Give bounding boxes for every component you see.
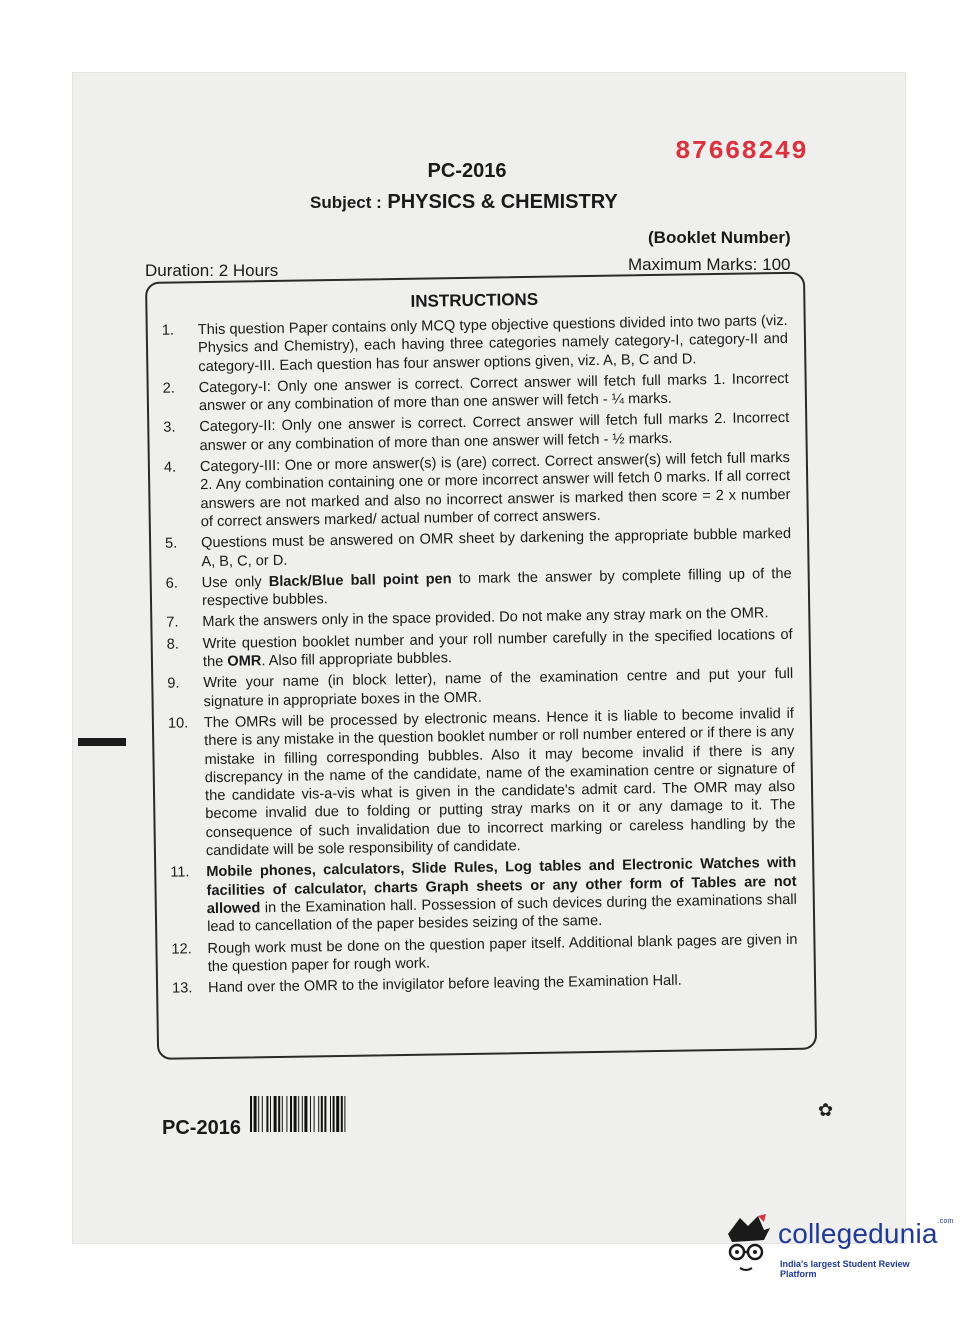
maximum-marks: Maximum Marks: 100	[628, 255, 791, 274]
instruction-item: 3. Category-II: Only one answer is correct. Correct answer will fetch full marks 2. Incorrect answer or any combination of more than one answer will fetch - ½ marks.	[163, 410, 790, 454]
instruction-item: 11. Mobile phones, calculators, Slide Rules, Log tables and Electronic Watches with facilities of calculator, charts Graph sheets or any other form of Tables are not allowed in the Examination hall. Possession of such devices during the examinations shall lead to cancellation of the paper besides seizing of the same.	[170, 855, 797, 936]
duration: Duration: 2 Hours	[145, 261, 279, 280]
instruction-item: 5. Questions must be answered on OMR sheet by darkening the appropriate bubble marked A, B, C, or D.	[164, 526, 792, 570]
instruction-item: 13. Hand over the OMR to the invigilator before leaving the Examination Hall.	[171, 972, 682, 997]
paper-code: PC-2016	[427, 160, 507, 182]
subject-line	[310, 191, 618, 214]
instruction-item: 1. This question Paper contains only MCQ type objective questions divided into two parts (viz. Physics and Chemistry), each having three categories namely category-I, category-II and category-III. Each question has four answer options given, viz. A, B, C and D.	[161, 312, 789, 375]
collegedunia-watermark	[718, 1210, 954, 1280]
instruction-item: 10. The OMRs will be processed by electronic means. Hence it is liable to become invalid if there is any mistake in the question booklet number or roll number entered or if there is any mistake in filling corresponding bubbles. Also it may become invalid if there is any discrepancy in the name of the candidate, name of the examination centre or signature of the candidate vis-a-vis what is given in the candidate's admit card. The OMR may also become invalid due to folding or putting stray marks on it or any damage to it. The consequence of such invalidation due to incorrect marking or careless handling by the candidate will be sole responsibility of candidate.	[167, 705, 796, 860]
instructions-box	[145, 272, 817, 1060]
instruction-item: 7. Mark the answers only in the space provided. Do not make any stray mark on the OMR.	[166, 605, 769, 632]
instruction-item: 2. Category-I: Only one answer is correct. Correct answer will fetch full marks 1. Incorrect answer or any combination of more than one answer will fetch - ¼ marks.	[162, 370, 789, 415]
instruction-item: 4. Category-III: One or more answer(s) is (are) correct. Correct answer(s) will fetch full marks 2. Any combination containing one or more incorrect answer will fetch 0 marks. If all correct answers are not marked and also no incorrect answer is marked then score = 2 x number of correct answers marked/ actual number of correct answers.	[163, 449, 791, 531]
brand-tagline: India's largest Student Review Platform	[780, 1259, 910, 1279]
flower-mark-icon: ✿	[818, 1100, 834, 1120]
instruction-item: 9. Write your name (in block letter), name of the examination centre and put your full signature in appropriate boxes in the OMR.	[167, 666, 794, 710]
brand-name: collegedunia$^{.com}$	[778, 1218, 954, 1249]
subject-label: Subject :	[310, 193, 382, 212]
instructions-title: INSTRUCTIONS	[410, 289, 539, 311]
subject-value: PHYSICS & CHEMISTRY	[387, 191, 618, 213]
instructions-list	[162, 312, 799, 998]
instruction-item: 12. Rough work must be done on the question paper itself. Additional blank pages are given in the question paper for rough work.	[171, 931, 798, 975]
booklet-number-label: (Booklet Number)	[648, 228, 791, 247]
barcode	[250, 1096, 426, 1132]
footer-paper-code: PC-2016	[162, 1117, 241, 1139]
mascot-icon	[718, 1212, 778, 1278]
instruction-item: 8. Write question booklet number and your roll number carefully in the specified locations of the OMR. Also fill appropriate bubbles.	[166, 626, 793, 671]
instruction-item: 6. Use only Black/Blue ball point pen to mark the answer by complete filling up of the respective bubbles.	[165, 565, 792, 610]
booklet-serial-number: 87668249	[675, 136, 808, 166]
stray-mark	[78, 738, 126, 746]
